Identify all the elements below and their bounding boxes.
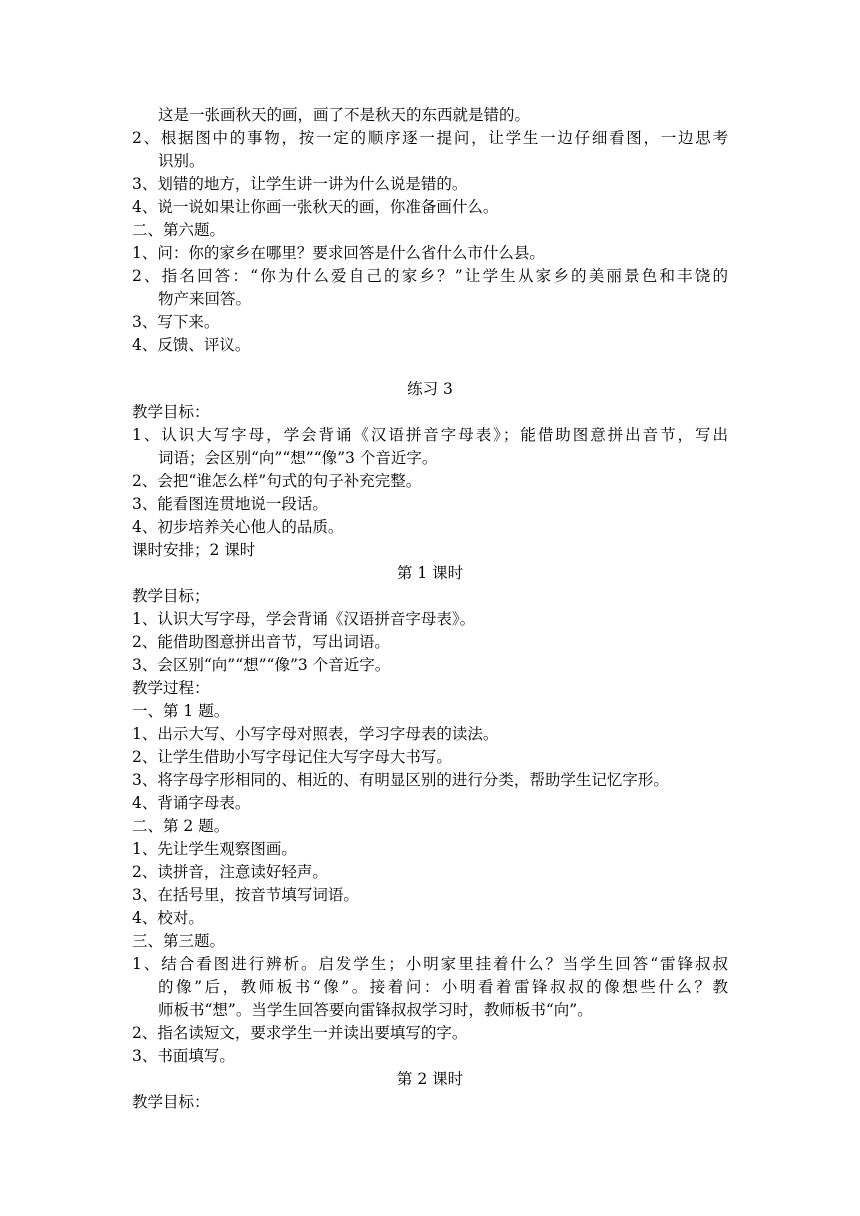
text-line: 3、能看图连贯地说一段话。 [132,495,328,513]
text-line: 3、会区别“向”“想”“像”3 个音近字。 [132,656,391,674]
text-line: 1、问：你的家乡在哪里？要求回答是什么省什么市什么县。 [132,244,545,262]
text-line: 2、会把“谁怎么样”句式的句子补充完整。 [132,472,422,490]
text-line: 词语；会区别“向”“想”“像”3 个音近字。 [158,449,438,467]
section-heading: 教学目标： [132,1093,210,1111]
text-line: 物产来回答。 [158,290,252,308]
lesson-title: 第 1 课时 [396,564,464,582]
text-line: 4、说一说如果让你画一张秋天的画，你准备画什么。 [132,198,499,216]
text-line: 2、读拼音，注意读好轻声。 [132,863,328,881]
section-heading: 教学目标： [132,403,210,421]
text-line: 2、根据图中的事物，按一定的顺序逐一提问，让学生一边仔细看图，一边思考 [132,129,728,147]
section-heading: 一、第 1 题。 [132,702,230,720]
text-line: 识别。 [158,152,205,170]
text-line: 3、在括号里，按音节填写词语。 [132,886,359,904]
text-line: 1、出示大写、小写字母对照表，学习字母表的读法。 [132,725,499,743]
text-line: 课时安排；2 课时 [132,541,256,559]
text-line: 这是一张画秋天的画，画了不是秋天的东西就是错的。 [158,106,531,124]
text-line: 4、背诵字母表。 [132,794,251,812]
text-line: 1、认识大写字母，学会背诵《汉语拼音字母表》。 [132,610,476,628]
text-line: 3、划错的地方，让学生讲一讲为什么说是错的。 [132,175,468,193]
text-line: 1、先让学生观察图画。 [132,840,297,858]
text-line: 4、反馈、评议。 [132,336,251,354]
text-line: 师板书“想”。当学生回答要向雷锋叔叔学习时，教师板书“向”。 [158,1001,593,1019]
section-heading: 二、第六题。 [132,221,226,239]
section-heading: 二、第 2 题。 [132,817,230,835]
text-line: 4、校对。 [132,909,204,927]
text-line: 2、指名读短文，要求学生一并读出要填写的字。 [132,1024,468,1042]
section-heading: 教学目标； [132,587,210,605]
lesson-title: 第 2 课时 [396,1070,464,1088]
text-line: 3、写下来。 [132,313,220,331]
text-line: 1、认识大写字母，学会背诵《汉语拼音字母表》；能借助图意拼出音节，写出 [132,426,728,444]
text-line: 1、结合看图进行辨析。启发学生；小明家里挂着什么？当学生回答“雷锋叔叔 [132,955,728,973]
text-line: 3、书面填写。 [132,1047,235,1065]
text-line: 2、指名回答：“你为什么爱自己的家乡？”让学生从家乡的美丽景色和丰饶的 [132,267,728,285]
text-line: 2、让学生借助小写字母记住大写字母大书写。 [132,748,452,766]
text-line: 3、将字母字形相同的、相近的、有明显区别的进行分类，帮助学生记忆字形。 [132,771,669,789]
section-heading: 三、第三题。 [132,932,226,950]
section-heading: 教学过程： [132,679,210,697]
text-line: 4、初步培养关心他人的品质。 [132,518,344,536]
text-line: 2、能借助图意拼出音节，写出词语。 [132,633,390,651]
exercise-title: 练习 3 [407,380,453,398]
text-line: 的像”后，教师板书“像”。接着问：小明看着雷锋叔叔的像想些什么？教 [158,978,728,996]
